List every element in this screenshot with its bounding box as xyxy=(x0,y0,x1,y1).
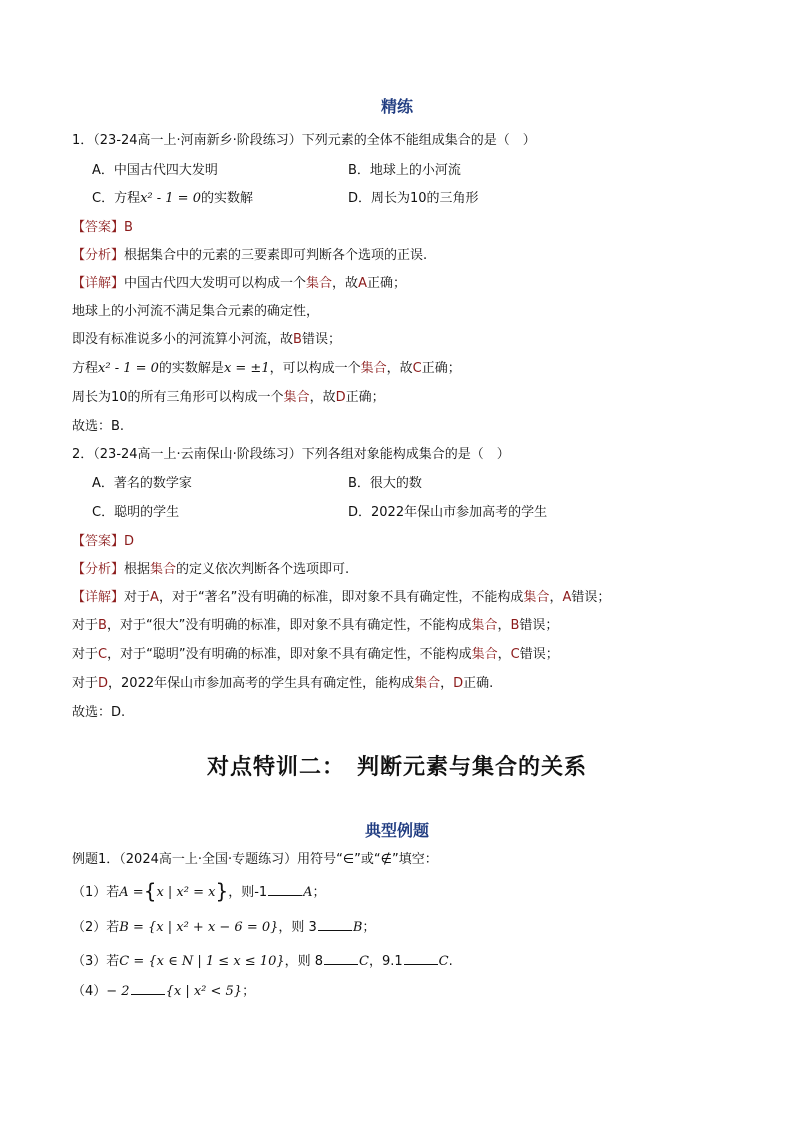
answer-blank[interactable] xyxy=(131,982,165,995)
q2-analysis: 【分析】根据集合的定义依次判断各个选项即可. xyxy=(72,562,350,577)
q2-selection: 故选：D. xyxy=(72,705,126,720)
q1-option-c: C．方程x² - 1 = 0的实数解 xyxy=(92,191,253,206)
answer-blank[interactable] xyxy=(268,883,302,896)
q1-detail-2: 地球上的小河流不满足集合元素的确定性， xyxy=(72,304,320,319)
q2-options-row2 xyxy=(92,504,754,522)
q1-detail-5: 周长为10的所有三角形可以构成一个集合，故D正确； xyxy=(72,390,385,405)
q2-option-a: A．著名的数学家 xyxy=(92,476,192,491)
q1-option-b: B．地球上的小河流 xyxy=(348,163,461,178)
q1-selection: 故选：B. xyxy=(72,419,125,434)
section-title-training-two: 对点特训二： 判断元素与集合的关系 xyxy=(206,754,587,780)
q2-detail-4: 对于D，2022年保山市参加高考的学生具有确定性，能构成集合，D正确. xyxy=(72,676,494,691)
answer-blank[interactable] xyxy=(324,952,358,965)
q1-options-row1 xyxy=(92,162,754,180)
ex1-part-1: （1）若A ={x | x² = x}，则-1 A； xyxy=(72,879,326,903)
q1-detail-3: 即没有标准说多小的河流算小河流，故B错误； xyxy=(72,332,341,347)
answer-blank[interactable] xyxy=(318,918,352,931)
q2-detail-3: 对于C，对于“聪明”没有明确的标准，即对象不具有确定性，不能构成集合，C错误； xyxy=(72,647,559,662)
ex1-part-4: （4）− 2 {x | x² < 5}； xyxy=(72,984,256,999)
q2-detail-1: 【详解】对于A，对于“著名”没有明确的标准，即对象不具有确定性，不能构成集合，A错误； xyxy=(72,590,611,605)
q1-stem: 1．（23-24高一上·河南新乡·阶段练习）下列元素的全体不能组成集合的是（ ） xyxy=(72,133,536,148)
section-title-typical-examples: 典型例题 xyxy=(364,821,429,840)
ex1-stem: 例题1．（2024高一上·全国·专题练习）用符号“∈”或“∉”填空： xyxy=(72,852,438,867)
q2-option-c: C．聪明的学生 xyxy=(92,505,180,520)
q1-option-d: D．周长为10的三角形 xyxy=(348,191,479,206)
q1-answer: 【答案】B xyxy=(72,220,133,235)
q1-options-row2 xyxy=(92,190,754,208)
q2-option-d: D．2022年保山市参加高考的学生 xyxy=(348,505,548,520)
q2-detail-2: 对于B，对于“很大”没有明确的标准，即对象不具有确定性，不能构成集合，B错误； xyxy=(72,618,559,633)
q2-option-b: B．很大的数 xyxy=(348,476,422,491)
q1-detail-1: 【详解】中国古代四大发明可以构成一个集合，故A正确； xyxy=(72,276,406,291)
q1-analysis: 【分析】根据集合中的元素的三要素即可判断各个选项的正误. xyxy=(72,248,428,263)
section-title-practice: 精练 xyxy=(380,97,413,116)
q2-answer: 【答案】D xyxy=(72,534,135,549)
q2-options-row1 xyxy=(92,475,754,493)
q1-option-a: A．中国古代四大发明 xyxy=(92,163,218,178)
answer-blank[interactable] xyxy=(404,952,438,965)
ex1-part-2: （2）若B = {x | x² + x − 6 = 0}，则 3 B； xyxy=(72,920,376,935)
q2-stem: 2．（23-24高一上·云南保山·阶段练习）下列各组对象能构成集合的是（ ） xyxy=(72,447,510,462)
q1-detail-4: 方程x² - 1 = 0的实数解是x = ±1，可以构成一个集合，故C正确； xyxy=(72,361,461,376)
ex1-part-3: （3）若C = {x ∈ N | 1 ≤ x ≤ 10}，则 8 C，9.1 C. xyxy=(72,954,453,969)
